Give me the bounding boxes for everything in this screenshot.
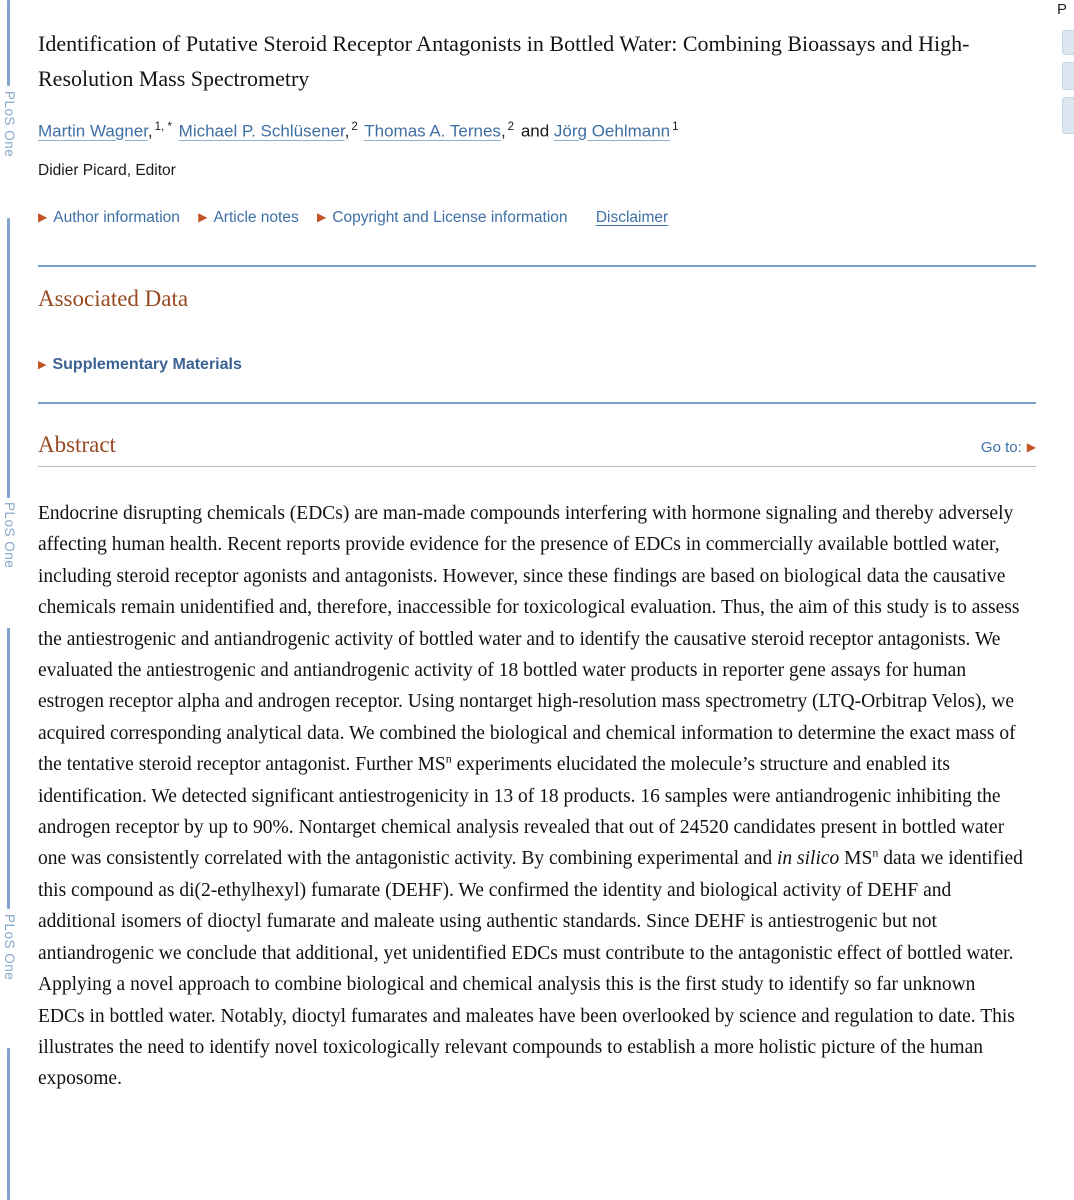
author-link[interactable]: Martin Wagner	[38, 121, 148, 141]
supplementary-materials-row	[38, 356, 242, 374]
goto-arrow-icon: ▶	[1026, 440, 1036, 454]
sidebar-rule-segment	[7, 0, 10, 86]
cutoff-panel-button[interactable]	[1062, 62, 1074, 90]
journal-vertical-label: PLoS One	[2, 502, 17, 569]
supplementary-materials-link[interactable]: ▶ Supplementary Materials	[38, 356, 242, 373]
sidebar-rule-segment	[7, 218, 10, 498]
associated-data-heading: Associated Data	[38, 286, 189, 311]
author-affiliation-sup: 2	[507, 121, 515, 133]
author-information-link[interactable]: ▶ Author information	[38, 209, 180, 226]
goto-link[interactable]: Go to: ▶	[980, 439, 1036, 456]
top-right-cutoff-text: P	[1057, 1, 1068, 18]
disclosure-arrow-icon: ▶	[317, 210, 327, 224]
author-link[interactable]: Jörg Oehlmann	[553, 121, 671, 141]
abstract-heading: Abstract	[38, 432, 116, 457]
disclaimer-link[interactable]: Disclaimer	[595, 209, 669, 226]
sidebar-rule-segment	[7, 628, 10, 909]
journal-vertical-label: PLoS One	[2, 914, 17, 981]
disclosure-arrow-icon: ▶	[38, 359, 47, 371]
author-affiliation-sup: 1, *	[154, 121, 172, 133]
abstract-underline-rule	[38, 466, 1036, 467]
article-notes-link[interactable]: ▶ Article notes	[198, 209, 299, 226]
author-affiliation-sup: 1	[672, 121, 679, 133]
author-affiliation-sup: 2	[351, 121, 358, 133]
cutoff-panel-button[interactable]	[1062, 97, 1074, 134]
copyright-license-link[interactable]: ▶ Copyright and License information	[317, 209, 568, 226]
disclosure-arrow-icon: ▶	[198, 210, 208, 224]
journal-sidebar	[0, 0, 22, 1200]
author-link[interactable]: Thomas A. Ternes	[364, 121, 501, 141]
section-divider	[38, 402, 1036, 404]
article-nav-row	[38, 209, 1036, 227]
editor-line: Didier Picard, Editor	[38, 162, 176, 179]
author-list: Martin Wagner, $^{1, *}$ Michael P. Schlüsener, $^2$ Thomas A. Ternes, $^2$ and Jörg Oehlmann $^1$	[38, 121, 679, 141]
abstract-header-row	[38, 432, 1036, 458]
journal-vertical-label: PLoS One	[2, 91, 17, 158]
sidebar-rule-segment	[7, 1048, 10, 1200]
author-link[interactable]: Michael P. Schlüsener	[178, 121, 345, 141]
abstract-paragraph: Endocrine disrupting chemicals (EDCs) are man-made compounds interfering with hormone signaling and thereby adversely affecting human health. Recent reports provide evidence for the presence of EDCs in commercially available bottled water, including steroid receptor agonists and antagonists. However, since these findings are based on biological data the causative chemicals remain unidentified and, therefore, inaccessible for toxicological evaluation. Thus, the aim of this study is to assess the antiestrogenic and antiandrogenic activity of bottled water and to identify the causative steroid receptor antagonists. We evaluated the antiestrogenic and antiandrogenic activity of 18 bottled water products in reporter gene assays for human estrogen receptor alpha and androgen receptor. Using nontarget high-resolution mass spectrometry (LTQ-Orbitrap Velos), we acquired corresponding analytical data. We combined the biological and chemical information to determine the exact mass of the tentative steroid receptor antagonist. Further $MS^n$ experiments elucidated the molecule’s structure and enabled its identification. We detected significant antiestrogenicity in 13 of 18 products. 16 samples were antiandrogenic inhibiting the androgen receptor by up to 90%. Nontarget chemical analysis revealed that out of 24520 candidates present in bottled water one was consistently correlated with the antagonistic activity. By combining experimental and in silico $MS^n$ data we identified this compound as di(2-ethylhexyl) fumarate (DEHF). We confirmed the identity and biological activity of DEHF and additional isomers of dioctyl fumarate and maleate using authentic standards. Since DEHF is antiestrogenic but not antiandrogenic we conclude that additional, yet unidentified EDCs must contribute to the antagonistic effect of bottled water. Applying a novel approach to combine biological and chemical analysis this is the first study to identify so far unknown EDCs in bottled water. Notably, dioctyl fumarates and maleates have been overlooked by science and regulation to date. This illustrates the need to identify novel toxicologically relevant compounds to establish a more holistic picture of the human exposome.	[38, 503, 1023, 1090]
disclosure-arrow-icon: ▶	[38, 210, 48, 224]
cutoff-panel-button[interactable]	[1062, 30, 1074, 55]
article-title: Identification of Putative Steroid Receptor Antagonists in Bottled Water: Combining Bioassays and High-Resolution Mass Spectrometry	[38, 31, 970, 91]
section-divider	[38, 265, 1036, 267]
